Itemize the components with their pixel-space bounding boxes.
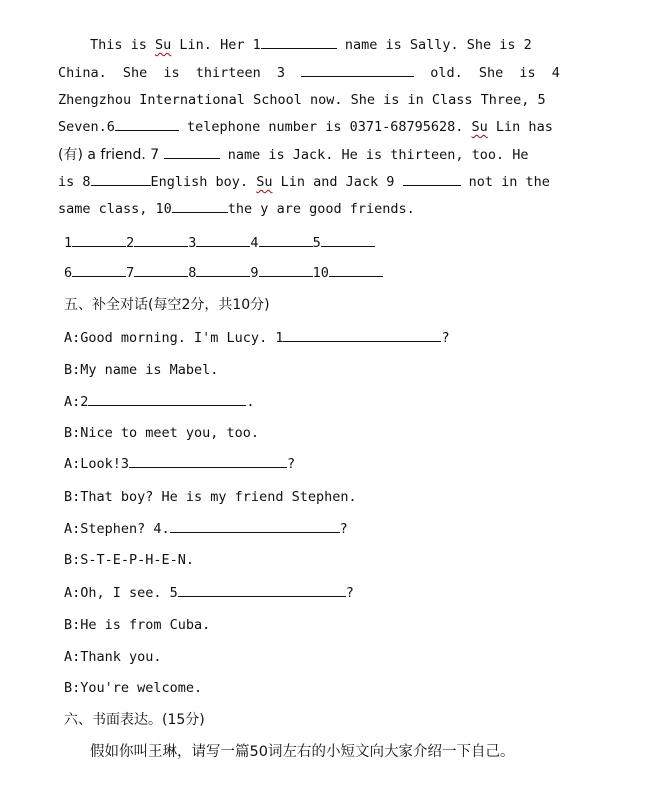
answer-blank[interactable] (72, 234, 126, 247)
passage-line-7 (58, 200, 415, 218)
blank-9[interactable] (403, 173, 461, 186)
answer-number: 1 (64, 235, 73, 251)
name-su: Su (471, 119, 488, 135)
dialogue-text: B:That boy? He is my friend Stephen. (64, 489, 357, 505)
dialogue-text: A:Thank you. (64, 649, 162, 665)
answer-blank[interactable] (134, 234, 188, 247)
passage-text: Lin. Her 1 (171, 37, 261, 53)
dialogue-text: A:Look!3 (64, 456, 130, 472)
dialogue-punct: ? (339, 521, 348, 537)
dialogue-line-5 (64, 455, 295, 473)
answer-blank[interactable] (196, 264, 250, 277)
dialogue-text: B:S-T-E-P-H-E-N. (64, 552, 195, 568)
dialogue-blank-2[interactable] (88, 393, 246, 406)
answer-blank[interactable] (72, 264, 126, 277)
dialogue-blank-1[interactable] (283, 329, 441, 342)
passage-line-3 (58, 91, 546, 109)
passage-text: She (478, 65, 504, 81)
dialogue-text: B:He is from Cuba. (64, 617, 211, 633)
passage-text: same class, 10 (58, 201, 172, 217)
writing-prompt: 假如你叫王琳，请写一篇50词左右的小短文向大家介绍一下自己。 (90, 744, 515, 760)
dialogue-text: A:2 (64, 394, 89, 410)
dialogue-line-9 (64, 584, 354, 602)
answer-number: 2 (126, 235, 135, 251)
blank-8[interactable] (91, 173, 151, 186)
passage-text: She (122, 65, 148, 81)
answer-number: 5 (312, 235, 321, 251)
passage-text: is (519, 65, 536, 81)
passage-text: not in the (468, 174, 550, 190)
passage-line-5 (58, 146, 528, 164)
passage-text: is 8 (58, 174, 91, 190)
dialogue-line-3 (64, 393, 255, 411)
dialogue-text: A:Good morning. I'm Lucy. 1 (64, 330, 284, 346)
dialogue-line-4 (64, 424, 259, 442)
answer-number: 6 (64, 265, 73, 281)
passage-line-4 (58, 118, 553, 136)
passage-text: 4 (551, 65, 560, 81)
answer-blank[interactable] (329, 264, 383, 277)
answer-number: 7 (126, 265, 135, 281)
passage-line-1 (90, 36, 532, 54)
passage-text: English boy. (150, 174, 257, 190)
dialogue-text: A:Stephen? 4. (64, 521, 170, 537)
dialogue-text: B:Nice to meet you, too. (64, 425, 260, 441)
section-5-title: 五、补全对话(每空2分，共10分) (64, 297, 270, 313)
dialogue-line-8 (64, 551, 194, 569)
dialogue-blank-5[interactable] (178, 584, 346, 597)
answer-row-2 (64, 264, 383, 282)
section-6-title: 六、书面表达。(15分) (64, 712, 205, 728)
name-su: Su (155, 37, 172, 53)
passage-text: old. (430, 65, 463, 81)
answer-blank[interactable] (259, 234, 313, 247)
passage-text: Lin has (487, 119, 553, 135)
answer-row-1 (64, 234, 375, 252)
passage-text: Seven.6 (58, 119, 115, 135)
passage-text: telephone number is 0371-68795628. (187, 119, 472, 135)
dialogue-punct: ? (441, 330, 450, 346)
passage-text: name is Sally. She is 2 (344, 37, 532, 53)
blank-10[interactable] (172, 200, 228, 213)
name-su: Su (256, 174, 273, 190)
passage-text: the y are good friends. (227, 201, 415, 217)
answer-number: 4 (250, 235, 259, 251)
dialogue-line-10 (64, 616, 210, 634)
dialogue-punct: . (246, 394, 255, 410)
dialogue-text: A:Oh, I see. 5 (64, 585, 178, 601)
answer-number: 9 (250, 265, 259, 281)
dialogue-line-6 (64, 488, 357, 506)
dialogue-line-11 (64, 648, 162, 666)
passage-text: (有) a friend. 7 (58, 147, 164, 163)
answer-number: 8 (188, 265, 197, 281)
dialogue-blank-4[interactable] (170, 520, 340, 533)
passage-text: is (163, 65, 180, 81)
blank-1[interactable] (261, 36, 337, 49)
dialogue-text: B:My name is Mabel. (64, 362, 219, 378)
answer-blank[interactable] (134, 264, 188, 277)
answer-blank[interactable] (259, 264, 313, 277)
dialogue-line-12 (64, 679, 202, 697)
dialogue-punct: ? (287, 456, 296, 472)
passage-text: Zhengzhou International School now. She is in Class Three, 5 (58, 92, 546, 108)
passage-text: Lin and Jack 9 (272, 174, 403, 190)
answer-blank[interactable] (196, 234, 250, 247)
passage-text: China. (58, 65, 107, 81)
answer-number: 10 (312, 265, 329, 281)
blank-3[interactable] (301, 64, 414, 77)
dialogue-text: B:You're welcome. (64, 680, 203, 696)
passage-line-6 (58, 173, 550, 191)
dialogue-line-1 (64, 329, 450, 347)
passage-text: thirteen (195, 65, 261, 81)
passage-line-2 (58, 64, 560, 82)
passage-text: name is Jack. He is thirteen, too. He (227, 147, 529, 163)
blank-6[interactable] (115, 118, 179, 131)
dialogue-line-7 (64, 520, 348, 538)
passage-text: This is (90, 37, 156, 53)
dialogue-punct: ? (345, 585, 354, 601)
answer-number: 3 (188, 235, 197, 251)
passage-text: 3 (276, 65, 286, 81)
answer-blank[interactable] (321, 234, 375, 247)
dialogue-line-2 (64, 361, 218, 379)
blank-7[interactable] (164, 146, 220, 159)
dialogue-blank-3[interactable] (129, 455, 287, 468)
